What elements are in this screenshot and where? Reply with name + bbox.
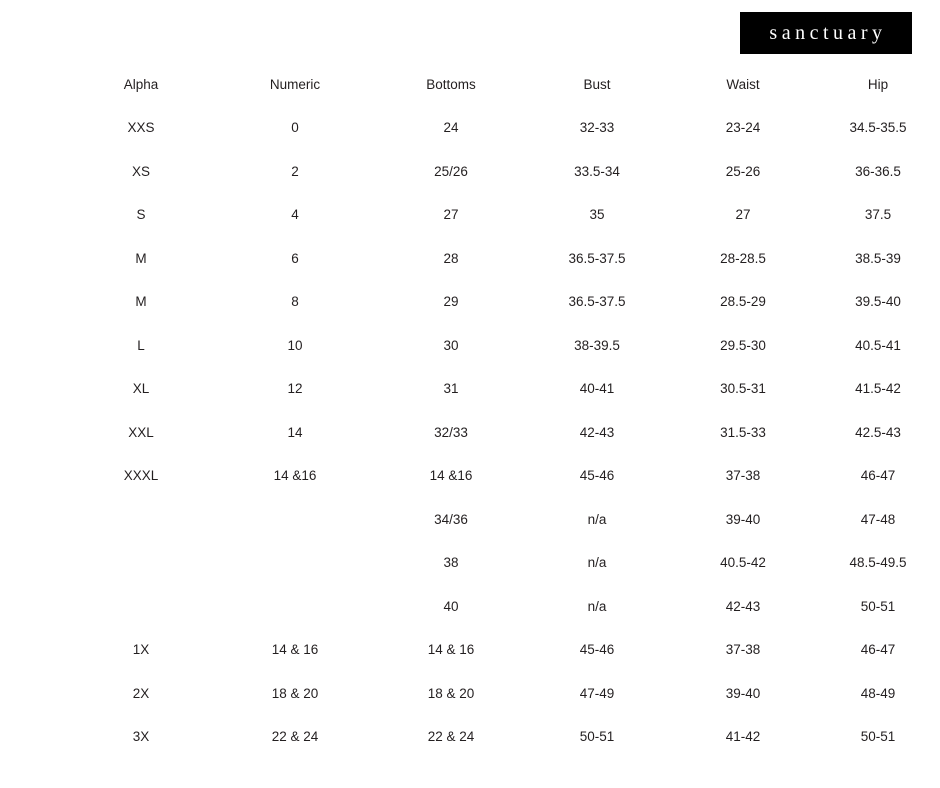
cell-numeric — [212, 585, 378, 629]
cell-bust: 42-43 — [579, 424, 615, 440]
cell-bottoms: 34/36 — [434, 511, 468, 527]
cell-bust: 36.5-37.5 — [568, 250, 626, 266]
cell-bottoms: 40 — [443, 598, 459, 614]
cell-numeric: 14 — [287, 424, 303, 440]
row-spacer — [0, 454, 70, 498]
table-row — [0, 498, 940, 542]
cell-alpha: 2X — [132, 685, 150, 701]
cell-alpha: M — [135, 250, 147, 266]
row-spacer — [0, 498, 70, 542]
cell-alpha: 3X — [132, 729, 150, 745]
cell-bottoms: 18 & 20 — [427, 685, 475, 701]
cell-alpha: XXL — [128, 424, 154, 440]
row-spacer — [0, 411, 70, 455]
cell-alpha — [70, 541, 212, 585]
cell-alpha: S — [136, 207, 146, 223]
table-header-row — [0, 62, 940, 106]
cell-bust: 32-33 — [579, 120, 615, 136]
cell-alpha: XXS — [127, 120, 155, 136]
cell-bottoms: 24 — [443, 120, 459, 136]
cell-waist: 30.5-31 — [720, 381, 766, 397]
row-spacer — [0, 715, 70, 759]
table-row — [0, 672, 940, 716]
cell-numeric: 6 — [291, 250, 299, 266]
cell-numeric: 0 — [291, 120, 299, 136]
cell-bottoms: 14 &16 — [429, 468, 473, 484]
table-row — [0, 585, 940, 629]
cell-bust: 35 — [589, 207, 605, 223]
row-spacer — [0, 150, 70, 194]
cell-numeric: 22 & 24 — [271, 729, 319, 745]
column-header-hip: Hip — [867, 76, 889, 92]
cell-waist: 39-40 — [725, 511, 761, 527]
cell-numeric — [212, 498, 378, 542]
cell-alpha: XL — [132, 381, 150, 397]
cell-bottoms: 28 — [443, 250, 459, 266]
row-spacer — [0, 280, 70, 324]
table-row — [0, 150, 940, 194]
cell-hip: 46-47 — [860, 468, 896, 484]
cell-bottoms: 29 — [443, 294, 459, 310]
cell-hip: 40.5-41 — [855, 337, 901, 353]
cell-numeric — [212, 541, 378, 585]
row-spacer — [0, 193, 70, 237]
cell-waist: 39-40 — [725, 685, 761, 701]
cell-bottoms: 31 — [443, 381, 459, 397]
cell-waist: 37-38 — [725, 642, 761, 658]
table-row — [0, 411, 940, 455]
table-row — [0, 454, 940, 498]
cell-numeric: 8 — [291, 294, 299, 310]
table-row — [0, 324, 940, 368]
cell-hip: 47-48 — [860, 511, 896, 527]
cell-bust: 45-46 — [579, 468, 615, 484]
cell-alpha: XXXL — [123, 468, 159, 484]
cell-bottoms: 25/26 — [434, 163, 468, 179]
table-header — [0, 62, 940, 106]
brand-logo — [740, 12, 912, 54]
table-row — [0, 628, 940, 672]
cell-bust: 50-51 — [579, 729, 615, 745]
cell-alpha: XS — [131, 163, 150, 179]
cell-waist: 27 — [735, 207, 751, 223]
cell-hip: 42.5-43 — [855, 424, 901, 440]
cell-waist: 28-28.5 — [720, 250, 766, 266]
cell-numeric: 2 — [291, 163, 299, 179]
cell-hip: 34.5-35.5 — [849, 120, 907, 136]
cell-bottoms: 38 — [443, 555, 459, 571]
table-row — [0, 367, 940, 411]
header-spacer — [0, 62, 70, 106]
cell-waist: 41-42 — [725, 729, 761, 745]
cell-hip: 50-51 — [860, 729, 896, 745]
cell-hip: 41.5-42 — [855, 381, 901, 397]
cell-bust: n/a — [587, 511, 607, 527]
row-spacer — [0, 672, 70, 716]
table-row — [0, 193, 940, 237]
cell-bust: 33.5-34 — [574, 163, 620, 179]
table-row — [0, 237, 940, 281]
row-spacer — [0, 628, 70, 672]
cell-bottoms: 30 — [443, 337, 459, 353]
cell-bottoms: 27 — [443, 207, 459, 223]
cell-alpha — [70, 585, 212, 629]
table-body — [0, 106, 940, 759]
cell-waist: 31.5-33 — [720, 424, 766, 440]
cell-bust: 45-46 — [579, 642, 615, 658]
column-header-numeric: Numeric — [269, 76, 321, 92]
cell-hip: 39.5-40 — [855, 294, 901, 310]
table-row — [0, 280, 940, 324]
row-spacer — [0, 541, 70, 585]
column-header-bottoms: Bottoms — [426, 76, 476, 92]
size-chart-table — [0, 62, 940, 759]
cell-bottoms: 22 & 24 — [427, 729, 475, 745]
cell-numeric: 14 & 16 — [271, 642, 319, 658]
cell-waist: 28.5-29 — [720, 294, 766, 310]
cell-numeric: 14 &16 — [273, 468, 317, 484]
cell-bust: n/a — [587, 598, 607, 614]
cell-bottoms: 32/33 — [434, 424, 468, 440]
cell-bust: n/a — [587, 555, 607, 571]
cell-waist: 40.5-42 — [720, 555, 766, 571]
brand-logo-text: sanctuary — [769, 21, 887, 44]
cell-hip: 38.5-39 — [855, 250, 901, 266]
row-spacer — [0, 106, 70, 150]
cell-hip: 50-51 — [860, 598, 896, 614]
cell-waist: 29.5-30 — [720, 337, 766, 353]
table-row — [0, 106, 940, 150]
cell-bust: 38-39.5 — [574, 337, 620, 353]
table-row — [0, 541, 940, 585]
column-header-waist: Waist — [726, 76, 760, 92]
cell-waist: 23-24 — [725, 120, 761, 136]
cell-waist: 42-43 — [725, 598, 761, 614]
cell-bust: 47-49 — [579, 685, 615, 701]
cell-numeric: 4 — [291, 207, 299, 223]
cell-bust: 40-41 — [579, 381, 615, 397]
cell-bottoms: 14 & 16 — [427, 642, 475, 658]
cell-bust: 36.5-37.5 — [568, 294, 626, 310]
cell-waist: 37-38 — [725, 468, 761, 484]
cell-alpha — [70, 498, 212, 542]
cell-hip: 48-49 — [860, 685, 896, 701]
cell-numeric: 12 — [287, 381, 303, 397]
cell-hip: 36-36.5 — [855, 163, 901, 179]
cell-numeric: 18 & 20 — [271, 685, 319, 701]
cell-alpha: 1X — [132, 642, 150, 658]
cell-alpha: M — [135, 294, 147, 310]
cell-hip: 37.5 — [864, 207, 892, 223]
column-header-bust: Bust — [583, 76, 611, 92]
table-row — [0, 715, 940, 759]
row-spacer — [0, 237, 70, 281]
cell-waist: 25-26 — [725, 163, 761, 179]
column-header-alpha: Alpha — [123, 76, 159, 92]
row-spacer — [0, 585, 70, 629]
row-spacer — [0, 367, 70, 411]
cell-numeric: 10 — [287, 337, 303, 353]
row-spacer — [0, 324, 70, 368]
cell-hip: 46-47 — [860, 642, 896, 658]
cell-hip: 48.5-49.5 — [849, 555, 907, 571]
cell-alpha: L — [137, 337, 145, 353]
